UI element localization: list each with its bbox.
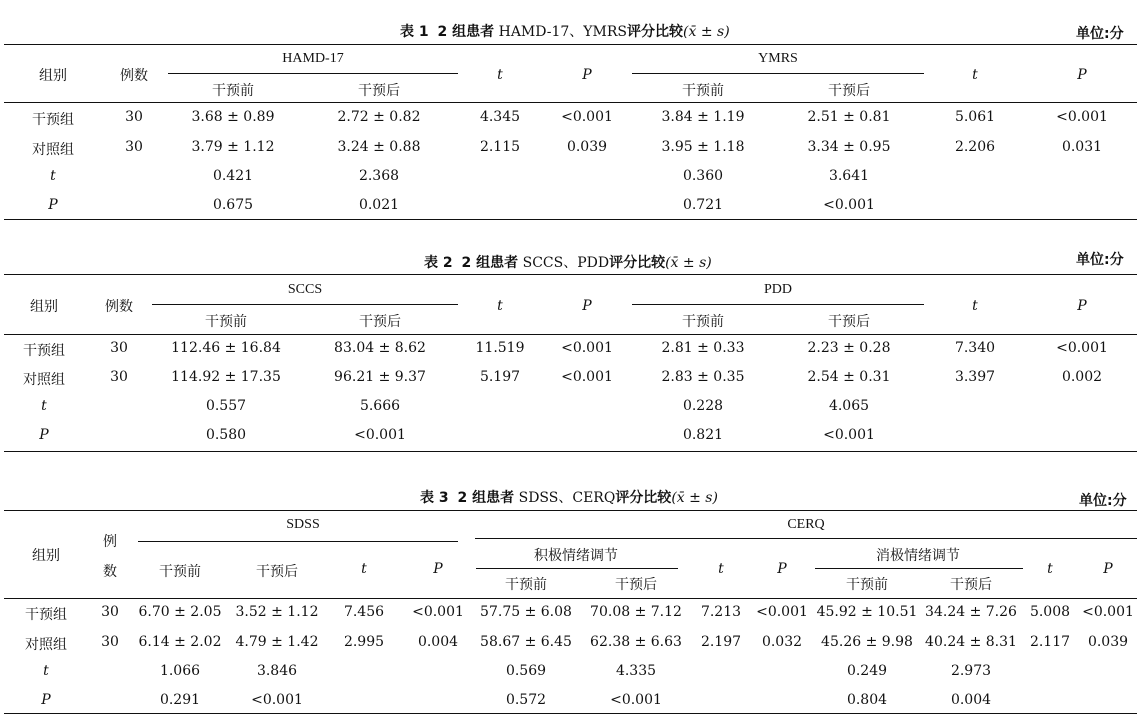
cell: 2.83 ± 0.35 bbox=[661, 369, 745, 385]
cell: 2.54 ± 0.31 bbox=[807, 369, 891, 385]
cell: <0.001 bbox=[251, 692, 303, 708]
header-p: P bbox=[582, 67, 592, 83]
header-p-2: P bbox=[777, 561, 787, 577]
cell: <0.001 bbox=[823, 197, 875, 213]
header-negative-regulation: 消极情绪调节 bbox=[876, 548, 960, 564]
cell: 3.95 ± 1.18 bbox=[661, 139, 745, 155]
cell: 30 bbox=[101, 604, 119, 620]
header-t-3: t bbox=[1047, 561, 1053, 577]
header-n: 例数 bbox=[120, 68, 148, 84]
cell: t bbox=[43, 663, 49, 679]
header-t-2: t bbox=[972, 298, 978, 314]
cell: 70.08 ± 7.12 bbox=[590, 604, 682, 620]
header-t: t bbox=[497, 298, 503, 314]
sccs-subrule bbox=[152, 304, 458, 305]
cell: 2.206 bbox=[954, 139, 996, 155]
cell: 2.368 bbox=[358, 168, 400, 184]
ymrs-subrule bbox=[632, 73, 924, 74]
cell: 0.675 bbox=[212, 197, 254, 213]
header-post-2: 干预后 bbox=[615, 577, 657, 593]
cell: 5.008 bbox=[1029, 604, 1071, 620]
header-post: 干预后 bbox=[256, 564, 298, 580]
table-2-title: 表 2 2 组患者 SCCS、PDD评分比较(x̄ ± s) bbox=[424, 255, 712, 271]
header-sdss: SDSS bbox=[286, 517, 320, 532]
cell: 0.360 bbox=[682, 168, 724, 184]
header-t-2: t bbox=[718, 561, 724, 577]
cell: 30 bbox=[125, 139, 143, 155]
cell: <0.001 bbox=[823, 427, 875, 443]
cell: 30 bbox=[125, 109, 143, 125]
cell: 7.340 bbox=[954, 340, 996, 356]
cell: 0.580 bbox=[205, 427, 247, 443]
header-pre: 干预前 bbox=[212, 83, 254, 99]
cell: 0.002 bbox=[1061, 369, 1103, 385]
cell: 5.061 bbox=[954, 109, 996, 125]
cell: 4.065 bbox=[828, 398, 870, 414]
cell: 对照组 bbox=[25, 637, 67, 653]
table-3-title: 表 3 2 组患者 SDSS、CERQ评分比较(x̄ ± s) bbox=[420, 490, 718, 506]
cell: <0.001 bbox=[412, 604, 464, 620]
header-ymrs: YMRS bbox=[758, 51, 798, 66]
cell: 0.004 bbox=[417, 634, 459, 650]
cell: P bbox=[48, 197, 58, 213]
cell: 58.67 ± 6.45 bbox=[480, 634, 572, 650]
cell: 62.38 ± 6.63 bbox=[590, 634, 682, 650]
cell: 6.14 ± 2.02 bbox=[138, 634, 222, 650]
cell: 0.039 bbox=[566, 139, 608, 155]
cell: 2.995 bbox=[343, 634, 385, 650]
cell: <0.001 bbox=[561, 369, 613, 385]
header-post: 干预后 bbox=[359, 314, 401, 330]
table-1-top-rule bbox=[4, 44, 1137, 45]
header-group: 组别 bbox=[32, 548, 60, 564]
cell: 3.24 ± 0.88 bbox=[337, 139, 421, 155]
cell: 0.031 bbox=[1061, 139, 1103, 155]
header-pre-2: 干预前 bbox=[505, 577, 547, 593]
table-1-mid-rule bbox=[4, 102, 1137, 103]
header-pre: 干预前 bbox=[159, 564, 201, 580]
header-t-2: t bbox=[972, 67, 978, 83]
cell: 对照组 bbox=[32, 142, 74, 158]
cell: 4.335 bbox=[615, 663, 657, 679]
table-2-mid-rule bbox=[4, 334, 1137, 335]
cell: 5.197 bbox=[479, 369, 521, 385]
cell: 2.51 ± 0.81 bbox=[807, 109, 891, 125]
cell: 45.26 ± 9.98 bbox=[821, 634, 913, 650]
cell: 6.70 ± 2.05 bbox=[138, 604, 222, 620]
header-n-1: 例 bbox=[103, 534, 117, 550]
cell: 1.066 bbox=[159, 663, 201, 679]
cell: 0.821 bbox=[682, 427, 724, 443]
cell: 83.04 ± 8.62 bbox=[334, 340, 426, 356]
header-t: t bbox=[361, 561, 367, 577]
cell: 4.345 bbox=[479, 109, 521, 125]
header-pre: 干预前 bbox=[205, 314, 247, 330]
cell: 34.24 ± 7.26 bbox=[925, 604, 1017, 620]
cell: 干预组 bbox=[23, 343, 65, 359]
cell: 3.397 bbox=[954, 369, 996, 385]
cell: 4.79 ± 1.42 bbox=[235, 634, 319, 650]
header-positive-regulation: 积极情绪调节 bbox=[534, 548, 618, 564]
cell: 干预组 bbox=[32, 112, 74, 128]
cell: 30 bbox=[110, 340, 128, 356]
cell: 0.572 bbox=[505, 692, 547, 708]
cell: t bbox=[41, 398, 47, 414]
cell: 干预组 bbox=[25, 607, 67, 623]
table-3-top-rule bbox=[4, 510, 1137, 511]
cell: t bbox=[50, 168, 56, 184]
cell: 0.249 bbox=[846, 663, 888, 679]
cell: <0.001 bbox=[561, 340, 613, 356]
cell: 2.973 bbox=[950, 663, 992, 679]
sdss-subrule bbox=[138, 541, 458, 542]
cell: <0.001 bbox=[756, 604, 808, 620]
table-1-title: 表 1 2 组患者 HAMD-17、YMRS评分比较(x̄ ± s) bbox=[400, 24, 730, 40]
cell: 96.21 ± 9.37 bbox=[334, 369, 426, 385]
cell: <0.001 bbox=[1082, 604, 1134, 620]
cell: 7.213 bbox=[700, 604, 742, 620]
cell: 3.79 ± 1.12 bbox=[191, 139, 275, 155]
cell: 2.117 bbox=[1029, 634, 1071, 650]
cell: 45.92 ± 10.51 bbox=[816, 604, 918, 620]
cerq-subrule bbox=[475, 538, 1137, 539]
header-group: 组别 bbox=[30, 299, 58, 315]
pdd-subrule bbox=[632, 304, 924, 305]
table-2-top-rule bbox=[4, 274, 1137, 275]
cell: 2.72 ± 0.82 bbox=[337, 109, 421, 125]
cell: 30 bbox=[101, 634, 119, 650]
header-pre-3: 干预前 bbox=[846, 577, 888, 593]
table-1-bottom-rule bbox=[4, 219, 1137, 220]
cell: <0.001 bbox=[561, 109, 613, 125]
cell: 7.456 bbox=[343, 604, 385, 620]
header-p-2: P bbox=[1077, 298, 1087, 314]
header-hamd: HAMD-17 bbox=[282, 51, 344, 66]
header-pdd: PDD bbox=[763, 282, 793, 297]
header-post-2: 干预后 bbox=[828, 314, 870, 330]
cell: 0.004 bbox=[950, 692, 992, 708]
positive-subrule bbox=[476, 568, 678, 569]
header-post-2: 干预后 bbox=[828, 83, 870, 99]
header-pre-2: 干预前 bbox=[682, 314, 724, 330]
header-p: P bbox=[582, 298, 592, 314]
header-n-2: 数 bbox=[103, 564, 117, 580]
cell: 3.641 bbox=[828, 168, 870, 184]
cell: 3.68 ± 0.89 bbox=[191, 109, 275, 125]
negative-subrule bbox=[815, 568, 1023, 569]
header-t: t bbox=[497, 67, 503, 83]
table-3-bottom-rule bbox=[4, 713, 1137, 714]
header-post: 干预后 bbox=[358, 83, 400, 99]
cell: 0.291 bbox=[159, 692, 201, 708]
header-p-3: P bbox=[1103, 561, 1113, 577]
cell: 0.569 bbox=[505, 663, 547, 679]
header-post-3: 干预后 bbox=[950, 577, 992, 593]
cell: 0.039 bbox=[1087, 634, 1129, 650]
cell: 2.115 bbox=[479, 139, 521, 155]
cell: 3.52 ± 1.12 bbox=[235, 604, 319, 620]
cell: <0.001 bbox=[610, 692, 662, 708]
cell: <0.001 bbox=[1056, 340, 1108, 356]
cell: 0.021 bbox=[358, 197, 400, 213]
cell: 2.197 bbox=[700, 634, 742, 650]
table-3-unit: 单位:分 bbox=[1079, 493, 1127, 509]
cell: 112.46 ± 16.84 bbox=[171, 340, 281, 356]
header-pre-2: 干预前 bbox=[682, 83, 724, 99]
cell: 3.846 bbox=[256, 663, 298, 679]
cell: P bbox=[41, 692, 51, 708]
table-2-bottom-rule bbox=[4, 451, 1137, 452]
cell: <0.001 bbox=[1056, 109, 1108, 125]
cell: 0.721 bbox=[682, 197, 724, 213]
cell: 3.84 ± 1.19 bbox=[661, 109, 745, 125]
cell: 对照组 bbox=[23, 372, 65, 388]
cell: 57.75 ± 6.08 bbox=[480, 604, 572, 620]
hamd-subrule bbox=[168, 73, 458, 74]
header-n: 例数 bbox=[105, 299, 133, 315]
cell: 0.804 bbox=[846, 692, 888, 708]
cell: 2.23 ± 0.28 bbox=[807, 340, 891, 356]
cell: 114.92 ± 17.35 bbox=[171, 369, 281, 385]
header-sccs: SCCS bbox=[287, 282, 323, 297]
cell: <0.001 bbox=[354, 427, 406, 443]
cell: 5.666 bbox=[359, 398, 401, 414]
cell: 0.557 bbox=[205, 398, 247, 414]
cell: 30 bbox=[110, 369, 128, 385]
table-2-unit: 单位:分 bbox=[1076, 252, 1124, 268]
header-p-2: P bbox=[1077, 67, 1087, 83]
header-cerq: CERQ bbox=[787, 517, 825, 532]
table-1-unit: 单位:分 bbox=[1076, 26, 1124, 42]
cell: 3.34 ± 0.95 bbox=[807, 139, 891, 155]
cell: 2.81 ± 0.33 bbox=[661, 340, 745, 356]
cell: 11.519 bbox=[475, 340, 525, 356]
header-group: 组别 bbox=[39, 68, 67, 84]
cell: 0.421 bbox=[212, 168, 254, 184]
header-p: P bbox=[433, 561, 443, 577]
cell: P bbox=[39, 427, 49, 443]
table-3-mid-rule bbox=[4, 598, 1137, 599]
cell: 0.032 bbox=[761, 634, 803, 650]
cell: 40.24 ± 8.31 bbox=[925, 634, 1017, 650]
cell: 0.228 bbox=[682, 398, 724, 414]
